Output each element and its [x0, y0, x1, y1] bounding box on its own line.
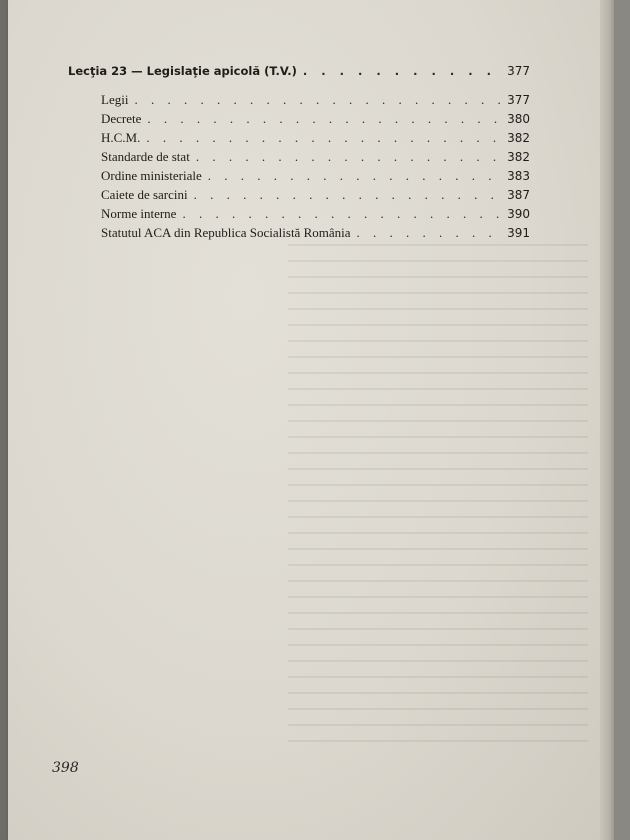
page-edge	[600, 0, 614, 840]
toc-entry	[68, 90, 530, 109]
entry-page: 387	[507, 188, 530, 202]
dot-leader	[303, 62, 501, 81]
entry-label: Norme interne	[101, 206, 177, 221]
dot-leader	[182, 204, 501, 223]
dot-leader	[208, 166, 501, 185]
entry-label: Standarde de stat	[101, 149, 190, 164]
toc-entry	[68, 166, 530, 185]
dot-leader	[147, 109, 501, 128]
toc-entry	[68, 109, 530, 128]
toc-entry	[68, 128, 530, 147]
entry-label: Ordine ministeriale	[101, 168, 202, 183]
dot-leader	[194, 185, 501, 204]
entry-page: 383	[507, 169, 530, 183]
lesson-title: Lecţia 23 — Legislaţie apicolă (T.V.)	[68, 64, 297, 78]
toc-entry	[68, 185, 530, 204]
entry-page: 377	[507, 93, 530, 107]
entry-label: Decrete	[101, 111, 142, 126]
dot-leader	[134, 90, 501, 109]
entry-page: 391	[507, 226, 530, 240]
entry-page: 382	[507, 150, 530, 164]
entry-page: 390	[507, 207, 530, 221]
table-of-contents	[68, 62, 530, 242]
entry-label: H.C.M.	[101, 130, 141, 145]
page-number: 398	[52, 760, 79, 776]
lesson-page: 377	[507, 64, 530, 78]
toc-entry	[68, 147, 530, 166]
entry-page: 380	[507, 112, 530, 126]
toc-entry	[68, 204, 530, 223]
dot-leader	[357, 223, 502, 242]
book-page	[8, 0, 602, 840]
dot-leader	[146, 128, 501, 147]
toc-entry	[68, 223, 530, 242]
dot-leader	[196, 147, 501, 166]
show-through-text	[288, 230, 588, 750]
entry-label: Legii	[101, 92, 129, 107]
entry-label: Caiete de sarcini	[101, 187, 188, 202]
toc-lesson-heading	[68, 62, 530, 81]
entry-page: 382	[507, 131, 530, 145]
entry-label: Statutul ACA din Republica Socialistă România	[101, 225, 351, 240]
